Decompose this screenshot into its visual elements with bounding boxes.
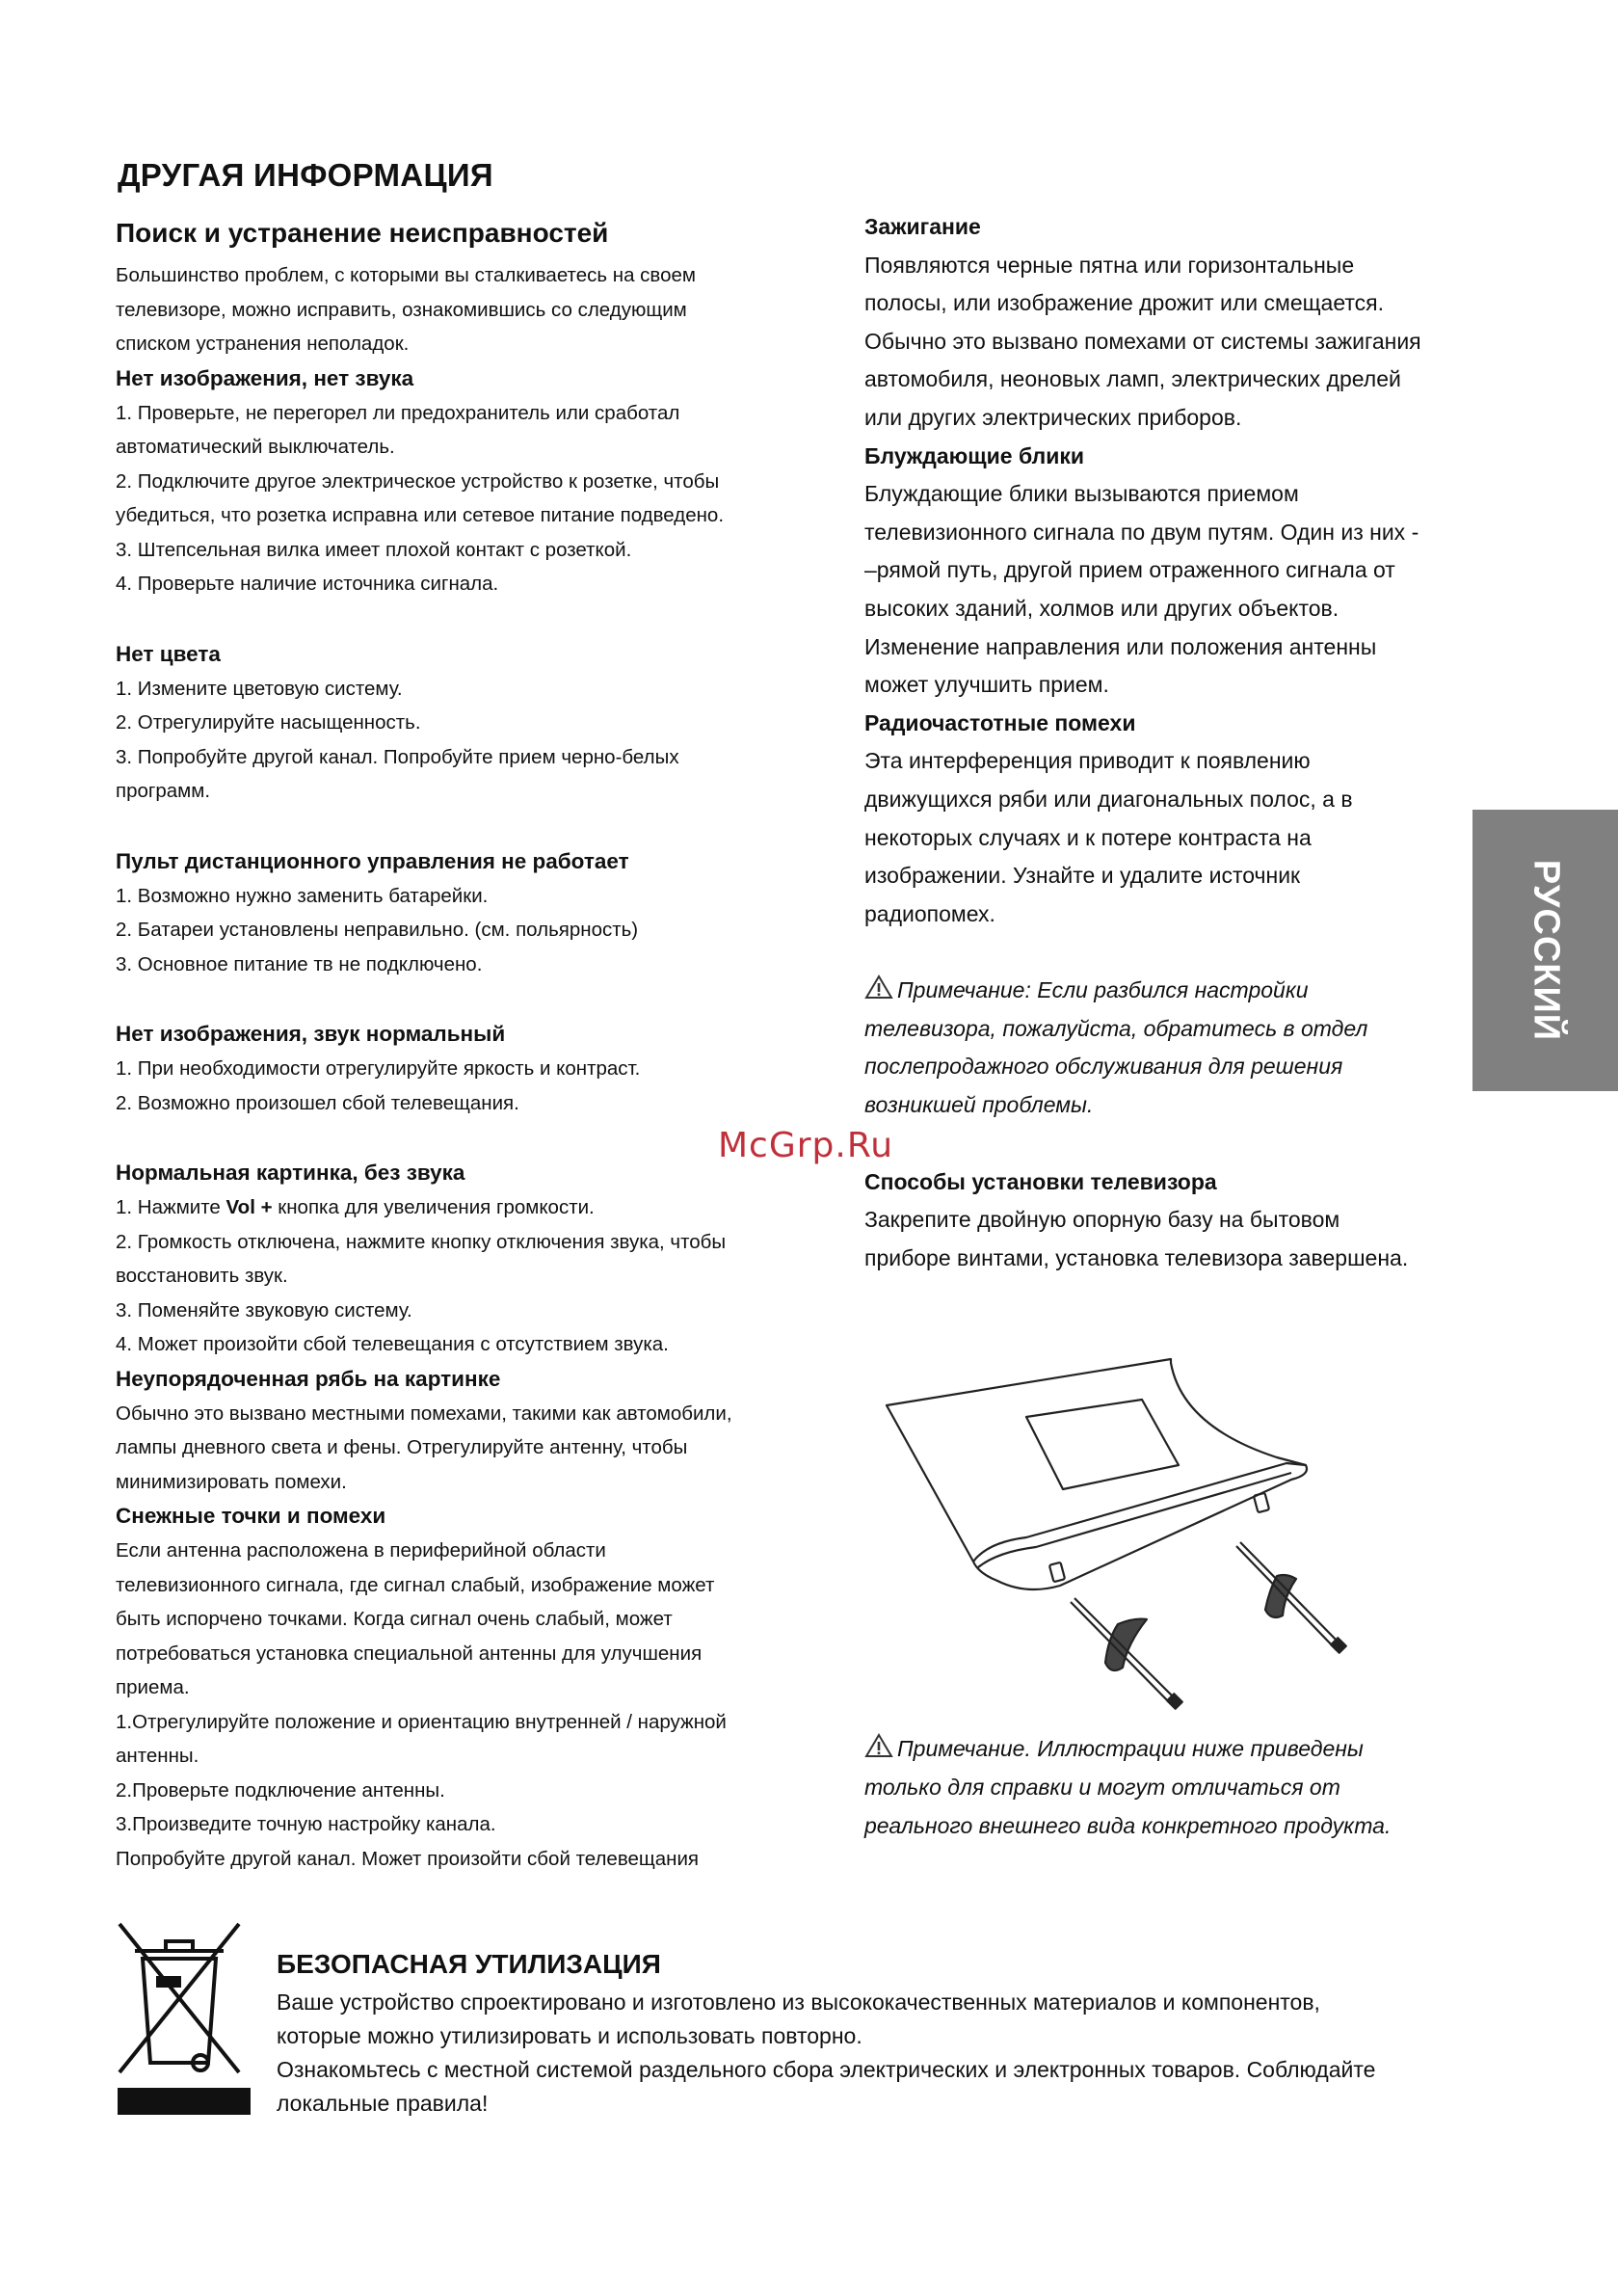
screw-right bbox=[1240, 1542, 1342, 1646]
section-line: движущихся ряби или диагональных полос, а в bbox=[864, 786, 1353, 812]
section-line: Эта интерференция приводит к появлению bbox=[864, 748, 1311, 774]
vol-plus-label: Vol + bbox=[225, 1196, 273, 1218]
section-line: 1. Измените цветовую систему. bbox=[116, 677, 403, 700]
note-settings: Примечание: Если разбился настройки bbox=[864, 972, 1500, 1010]
disposal-line: Ознакомьтесь с местной системой раздельного сбора электрических и электронных товаров. Соблюдайте bbox=[277, 2057, 1376, 2082]
section-normal-picture-no-sound: Нормальная картинка, без звука bbox=[116, 1161, 465, 1185]
section-line: телевизионного сигнала по двум путям. Один из них - bbox=[864, 519, 1419, 545]
note-line: возникшей проблемы. bbox=[864, 1092, 1094, 1118]
section-line: 2. Батареи установлены неправильно. (см. польярность) bbox=[116, 919, 639, 941]
section-line: 3. Штепсельная вилка имеет плохой контакт с розеткой. bbox=[116, 538, 632, 561]
warning-icon bbox=[864, 1733, 893, 1758]
section-line: автомобиля, неоновых ламп, электрических дрелей bbox=[864, 366, 1401, 392]
disposal-line: которые можно утилизировать и использовать повторно. bbox=[277, 2023, 862, 2048]
section-no-picture-normal-sound: Нет изображения, звук нормальный bbox=[116, 1022, 506, 1046]
note-line: реального внешнего вида конкретного продукта. bbox=[864, 1812, 1392, 1838]
section-line: 1. При необходимости отрегулируйте яркость и контраст. bbox=[116, 1057, 641, 1080]
section-line: 2.Проверьте подключение антенны. bbox=[116, 1778, 445, 1802]
section-line: 3. Попробуйте другой канал. Попробуйте прием черно-белых bbox=[116, 745, 679, 768]
disposal-line: локальные правила! bbox=[277, 2091, 489, 2116]
watermark: McGrp.Ru bbox=[718, 1126, 894, 1165]
section-line: радиопомех. bbox=[864, 900, 995, 926]
section-line: быть испорчено точками. Когда сигнал очень слабый, может bbox=[116, 1608, 673, 1630]
section-line: Появляются черные пятна или горизонтальные bbox=[864, 252, 1355, 278]
section-line: 1.Отрегулируйте положение и ориентацию внутренней / наружной bbox=[116, 1710, 727, 1733]
section-ghosting: Блуждающие блики bbox=[864, 442, 1085, 468]
note-line: послепродажного обслуживания для решения bbox=[864, 1054, 1343, 1080]
section-line: 2. Отрегулируйте насыщенность. bbox=[116, 711, 421, 734]
section-line: лампы дневного света и фены. Отрегулируйте антенну, чтобы bbox=[116, 1436, 688, 1458]
section-line: автоматический выключатель. bbox=[116, 436, 395, 458]
troubleshooting-title: Поиск и устранение неисправностей bbox=[116, 218, 609, 248]
section-line: 2. Возможно произошел сбой телевещания. bbox=[116, 1091, 519, 1114]
section-line: Обычно это вызвано помехами от системы зажигания bbox=[864, 328, 1421, 354]
section-ignition: Зажигание bbox=[864, 214, 981, 239]
section-line: 3. Основное питание тв не подключено. bbox=[116, 952, 483, 975]
tv-stand-illustration bbox=[882, 1349, 1373, 1716]
section-line: антенны. bbox=[116, 1745, 199, 1767]
intro-line: Большинство проблем, с которыми вы сталкиваетесь на своем bbox=[116, 264, 696, 286]
section-line-vol: 1. Нажмите Vol + кнопка для увеличения громкости. bbox=[116, 1196, 595, 1218]
section-line: Обычно это вызвано местными помехами, такими как автомобили, bbox=[116, 1402, 732, 1425]
section-rf-interference: Радиочастотные помехи bbox=[864, 709, 1136, 735]
page-title: ДРУГАЯ ИНФОРМАЦИЯ bbox=[118, 157, 493, 193]
section-remote-not-working: Пульт дистанционного управления не работает bbox=[116, 848, 629, 873]
section-line: восстановить звук. bbox=[116, 1265, 288, 1287]
section-line: приборе винтами, установка телевизора завершена. bbox=[864, 1244, 1409, 1270]
section-line: убедиться, что розетка исправна или сетевое питание подведено. bbox=[116, 504, 725, 526]
intro-line: списком устранения неполадок. bbox=[116, 333, 410, 355]
note-line: телевизора, пожалуйста, обратитесь в отдел bbox=[864, 1015, 1368, 1041]
intro-line: телевизоре, можно исправить, ознакомившись со следующим bbox=[116, 298, 687, 321]
section-random-ripples: Неупорядоченная рябь на картинке bbox=[116, 1366, 501, 1391]
disposal-line: Ваше устройство спроектировано и изготовлено из высококачественных материалов и компонентов, bbox=[277, 1989, 1320, 2015]
tv-bottom-bezel bbox=[973, 1463, 1306, 1562]
section-line: или других электрических приборов. bbox=[864, 404, 1242, 430]
section-line: высоких зданий, холмов или других объектов. bbox=[864, 595, 1339, 621]
section-line: 3. Поменяйте звуковую систему. bbox=[116, 1298, 412, 1322]
warning-icon bbox=[864, 974, 893, 1000]
section-line: телевизионного сигнала, где сигнал слабый, изображение может bbox=[116, 1573, 715, 1596]
section-line: Попробуйте другой канал. Может произойти сбой телевещания bbox=[116, 1847, 700, 1870]
section-line: некоторых случаях и к потере контраста на bbox=[864, 824, 1312, 850]
section-line: программ. bbox=[116, 780, 211, 802]
section-line: Закрепите двойную опорную базу на бытовом bbox=[864, 1207, 1340, 1233]
section-line: 1. Проверьте, не перегорел ли предохранитель или сработал bbox=[116, 401, 680, 424]
section-line: 4. Проверьте наличие источника сигнала. bbox=[116, 573, 499, 595]
note-line: только для справки и могут отличаться от bbox=[864, 1775, 1340, 1801]
section-line: 2. Громкость отключена, нажмите кнопку отключения звука, чтобы bbox=[116, 1230, 727, 1253]
language-label: РУССКИЙ bbox=[1525, 859, 1566, 1042]
section-line: 1. Возможно нужно заменить батарейки. bbox=[116, 884, 489, 907]
screw-left bbox=[1074, 1598, 1180, 1704]
section-line: изображении. Узнайте и удалите источник bbox=[864, 863, 1301, 889]
language-tab bbox=[1472, 810, 1618, 1091]
troubleshooting-column bbox=[116, 212, 829, 1876]
section-line: потребоваться установка специальной антенны для улучшения bbox=[116, 1642, 703, 1665]
section-line: –рямой путь, другой прием отраженного сигнала от bbox=[864, 557, 1395, 583]
section-no-color: Нет цвета bbox=[116, 641, 221, 666]
tv-vesa-area bbox=[1026, 1400, 1179, 1489]
section-line: 4. Может произойти сбой телевещания с отсутствием звука. bbox=[116, 1333, 669, 1355]
section-no-picture-no-sound: Нет изображения, нет звука bbox=[116, 365, 414, 390]
section-snow-noise: Снежные точки и помехи bbox=[116, 1504, 386, 1528]
disposal-title: БЕЗОПАСНАЯ УТИЛИЗАЦИЯ bbox=[277, 1949, 661, 1979]
section-line: Если антенна расположена в периферийной области bbox=[116, 1539, 606, 1562]
crossed-bin-icon bbox=[116, 1918, 252, 2116]
safe-disposal bbox=[277, 1945, 1558, 2121]
section-line: минимизировать помехи. bbox=[116, 1470, 347, 1493]
section-installation: Способы установки телевизора bbox=[864, 1168, 1217, 1194]
section-line: полосы, или изображение дрожит или смещается. bbox=[864, 290, 1384, 316]
section-line: 2. Подключите другое электрическое устройство к розетке, чтобы bbox=[116, 469, 720, 493]
section-line: может улучшить прием. bbox=[864, 672, 1109, 698]
section-line: Блуждающие блики вызываются приемом bbox=[864, 481, 1299, 507]
note-illustration: Примечание. Иллюстрации ниже приведены bbox=[864, 1730, 1500, 1769]
section-line: 3.Произведите точную настройку канала. bbox=[116, 1813, 496, 1835]
section-line: Изменение направления или положения антенны bbox=[864, 633, 1377, 659]
section-line: приема. bbox=[116, 1676, 190, 1698]
